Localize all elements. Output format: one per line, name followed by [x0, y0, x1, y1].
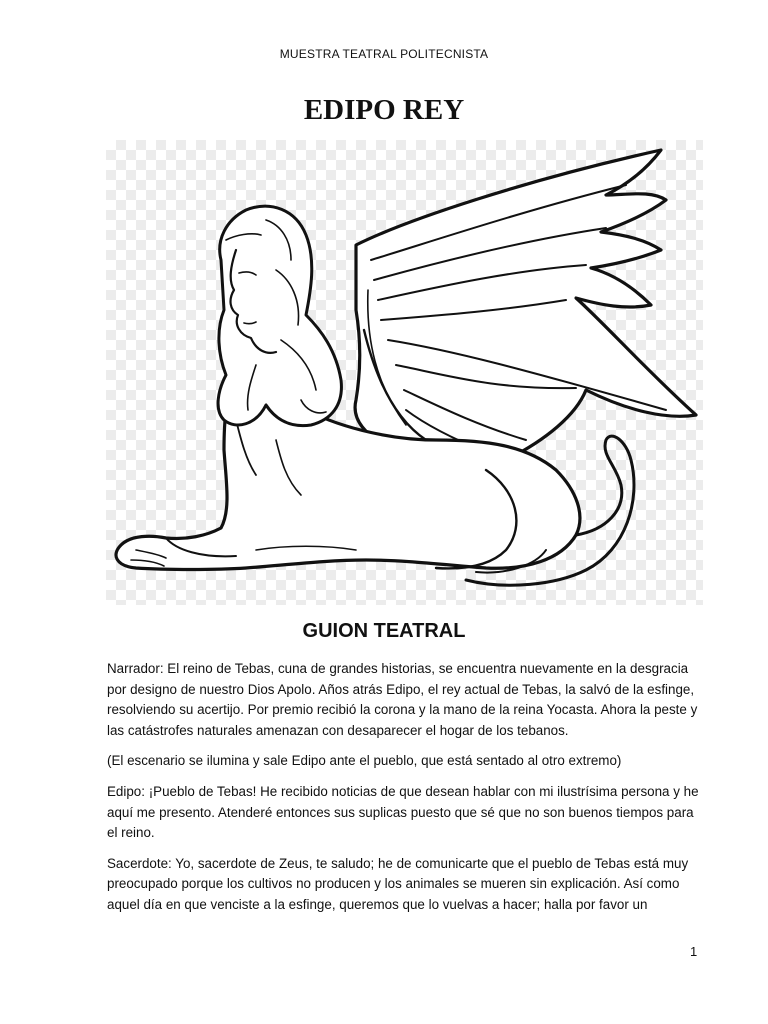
running-header: MUESTRA TEATRAL POLITECNISTA — [279, 47, 489, 61]
sphinx-illustration — [106, 140, 703, 605]
document-title: EDIPO REY — [303, 94, 465, 126]
section-title: GUION TEATRAL — [302, 620, 466, 642]
page-number: 1 — [690, 944, 698, 959]
paragraph-edipo: Edipo: ¡Pueblo de Tebas! He recibido noticias de que desean hablar con mi ilustrísima persona y he aquí me presento. Atenderé entonces sus suplicas puesto que sé que no son buenos tiempos para el reino. — [107, 783, 699, 841]
paragraph-sacerdote: Sacerdote: Yo, sacerdote de Zeus, te saludo; he de comunicarte que el pueblo de Tebas está muy preocupado porque los cultivos no producen y los animales se mueren sin explicación. Así como aquel día en que venciste a la esfinge, queremos que lo vuelvas a hacer; halla por favor un — [107, 855, 689, 912]
paragraph-stage-direction: (El escenario se ilumina y sale Edipo ante el pueblo, que está sentado al otro extremo) — [107, 753, 622, 769]
paragraph-narrador: Narrador: El reino de Tebas, cuna de grandes historias, se encuentra nuevamente en la desgracia por designo de nuestro Dios Apolo. Años atrás Edipo, el rey actual de Tebas, la salvó de la esfinge, resolviendo su acertijo. Por premio recibió la corona y la mano de la reina Yocasta. Ahora la peste y las catástrofes naturales amenazan con desaparecer el hogar de los tebanos. — [107, 661, 698, 738]
script-body — [107, 659, 707, 926]
winged-sphinx-icon — [106, 140, 703, 605]
